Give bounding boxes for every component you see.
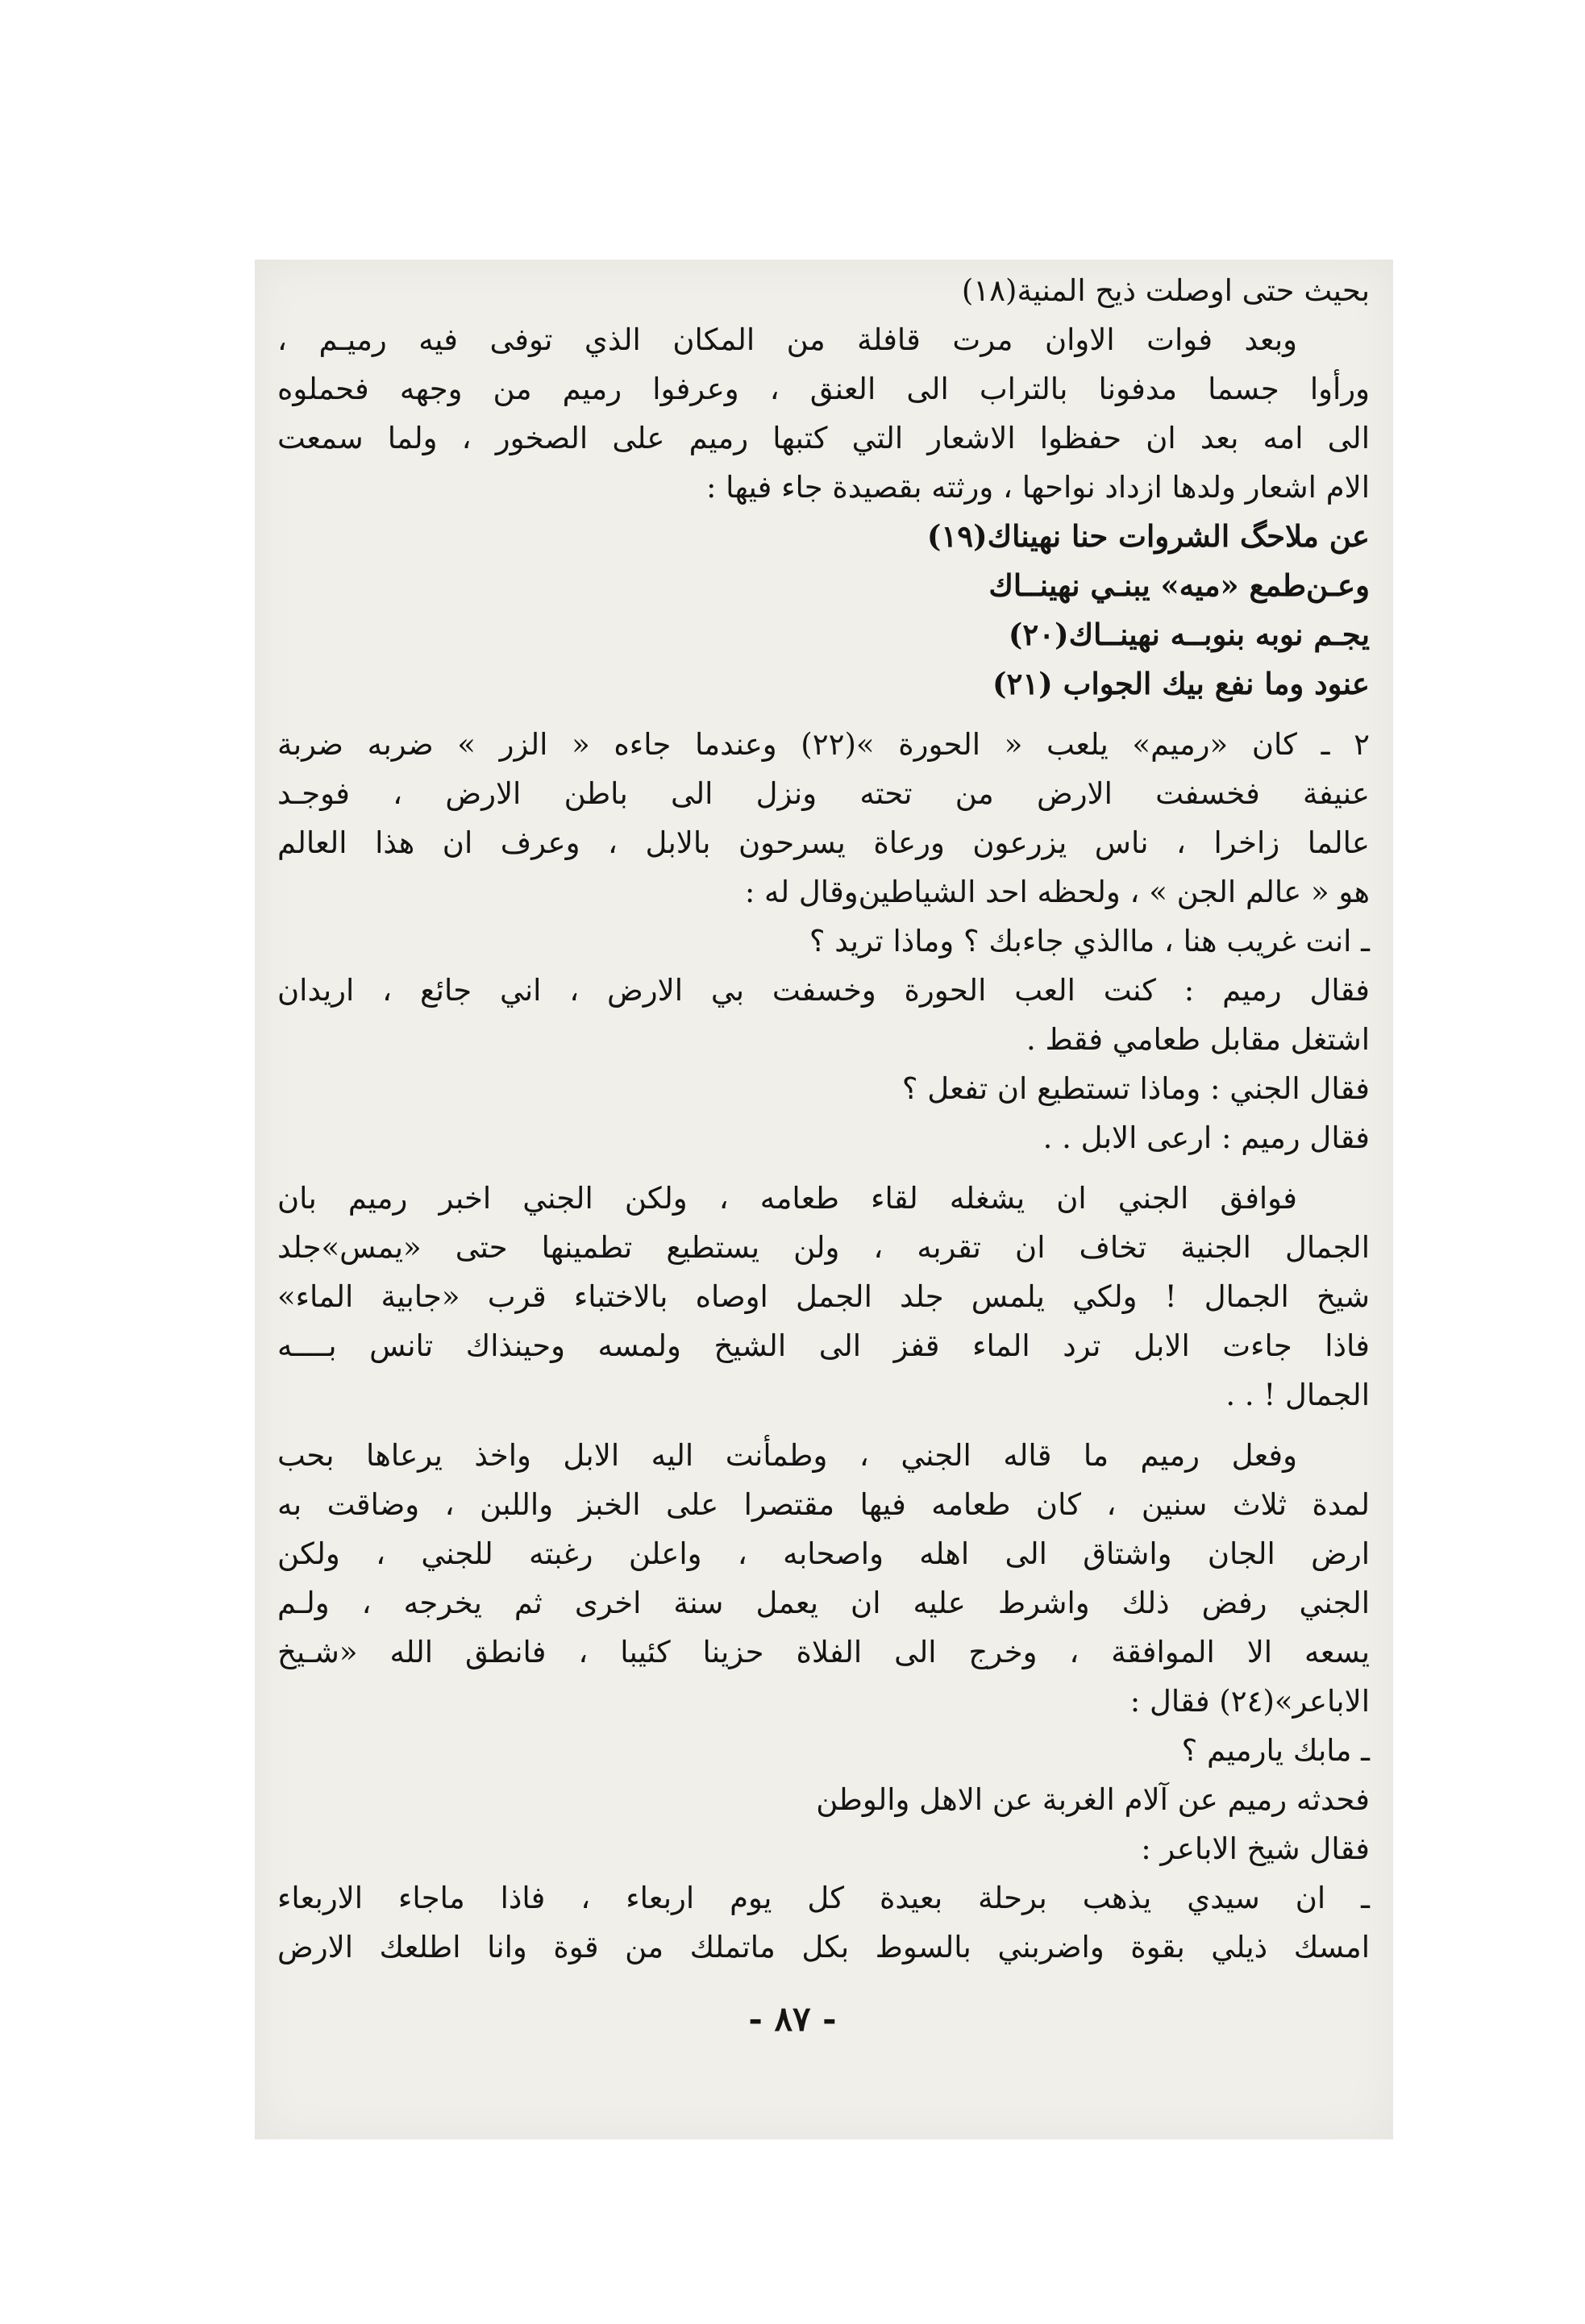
text-line: لمدة ثلاث سنين ، كان طعامه فيها مقتصرا على الخبز واللبن ، وضاقت به: [277, 1487, 1370, 1522]
text-line: ـ ان سيدي يذهب برحلة بعيدة كل يوم اربعاء ، فاذا ماجاء الاربعاء: [277, 1881, 1370, 1915]
paragraph-gap: [277, 709, 1370, 720]
paragraph-gap: [277, 1162, 1370, 1174]
text-line: وفعل رميم ما قاله الجني ، وطمأنت اليه الابل واخذ يرعاها بحب: [277, 1438, 1297, 1473]
page-number: - ٨٧ -: [748, 1999, 837, 2039]
text-line: فاذا جاءت الابل ترد الماء قفز الى الشيخ ولمسه وحينذاك تانس بــــه: [277, 1328, 1370, 1363]
text-line: الاباعر»(٢٤) فقال :: [1129, 1684, 1370, 1719]
text-line: يسعه الا الموافقة ، وخرج الى الفلاة حزينا كئيبا ، فانطق الله «شـيخ: [277, 1635, 1370, 1669]
page-body: [277, 266, 1370, 1972]
text-line: الام اشعار ولدها ازداد نواحها ، ورثته بقصيدة جاء فيها :: [705, 470, 1370, 505]
text-line: هو « عالم الجن » ، ولحظه احد الشياطين‌وقال له :: [744, 875, 1370, 909]
text-line: الجمال الجنية تخاف ان تقربه ، ولن يستطيع تطمينها حتى «يمس»جلد: [277, 1230, 1370, 1265]
text-line: وبعد فوات الاوان مرت قافلة من المكان الذي توفى فيه رميـم ،: [277, 322, 1297, 357]
text-line: فقال رميم : كنت العب الحورة وخسفت بي الارض ، اني جائع ، اريدان: [277, 973, 1370, 1008]
poem-verse: يجـم نوبه بنوبــه نهينــاك(٢٠): [1008, 617, 1370, 652]
paragraph-gap: [277, 1420, 1370, 1431]
text-line: فحدثه رميم عن آلام الغربة عن الاهل والوطن: [816, 1782, 1370, 1817]
text-line: ـ انت غريب هنا ، ماالذي جاءبك ؟ وماذا تريد ؟: [809, 924, 1370, 958]
poem-verse: وعـن‌طمع «ميه» يبنـي نهينــاك: [988, 567, 1370, 603]
text-line: الجني رفض ذلك واشرط عليه ان يعمل سنة اخرى ثم يخرجه ، ولـم: [277, 1586, 1370, 1620]
text-line: بحيث حتى اوصلت ذيح المنية(١٨): [961, 273, 1370, 308]
poem-verse: عن ملاحگ الشروات حنا نهيناك(١٩): [926, 518, 1370, 554]
text-line: اشتغل مقابل طعامي فقط .: [1025, 1022, 1370, 1057]
text-line: عالما زاخرا ، ناس يزرعون ورعاة يسرحون بالابل ، وعرف ان هذا العالم: [277, 825, 1370, 860]
text-line: فوافق الجني ان يشغله لقاء طعامه ، ولكن الجني اخبر رميم بان: [277, 1181, 1297, 1216]
text-line: شيخ الجمال ! ولكي يلمس جلد الجمل اوصاه بالاختباء قرب «جابية الماء»: [277, 1279, 1370, 1314]
text-line: الى امه بعد ان حفظوا الاشعار التي كتبها رميم على الصخور ، ولما سمعت: [277, 421, 1370, 455]
text-line: امسك ذيلي بقوة واضربني بالسوط بكل ماتملك من قوة وانا اطلعك الارض: [277, 1930, 1370, 1964]
text-line: فقال رميم : ارعى الابل . .: [1042, 1120, 1370, 1155]
text-line: ارض الجان واشتاق الى اهله واصحابه ، واعلن رغبته للجني ، ولكن: [277, 1536, 1370, 1571]
text-line: ـ مابك يارميم ؟: [1181, 1733, 1370, 1768]
text-line: ورأوا جسما مدفونا بالتراب الى العنق ، وعرفوا رميم من وجهه فحملوه: [277, 372, 1370, 406]
text-line: فقال شيخ الاباعر :: [1141, 1831, 1370, 1866]
text-line: فقال الجني : وماذا تستطيع ان تفعل ؟: [901, 1071, 1370, 1106]
text-line: عنيفة فخسفت الارض من تحته ونزل الى باطن الارض ، فوجـد: [277, 776, 1370, 811]
text-line: الجمال ! . .: [1225, 1378, 1370, 1412]
poem-verse: عنود وما نفع بيك الجواب (٢١): [992, 666, 1370, 701]
text-line: ٢ ـ كان «رميم» يلعب « الحورة »(٢٢) وعندما جاءه « الزر » ضربه ضربة: [277, 727, 1370, 762]
